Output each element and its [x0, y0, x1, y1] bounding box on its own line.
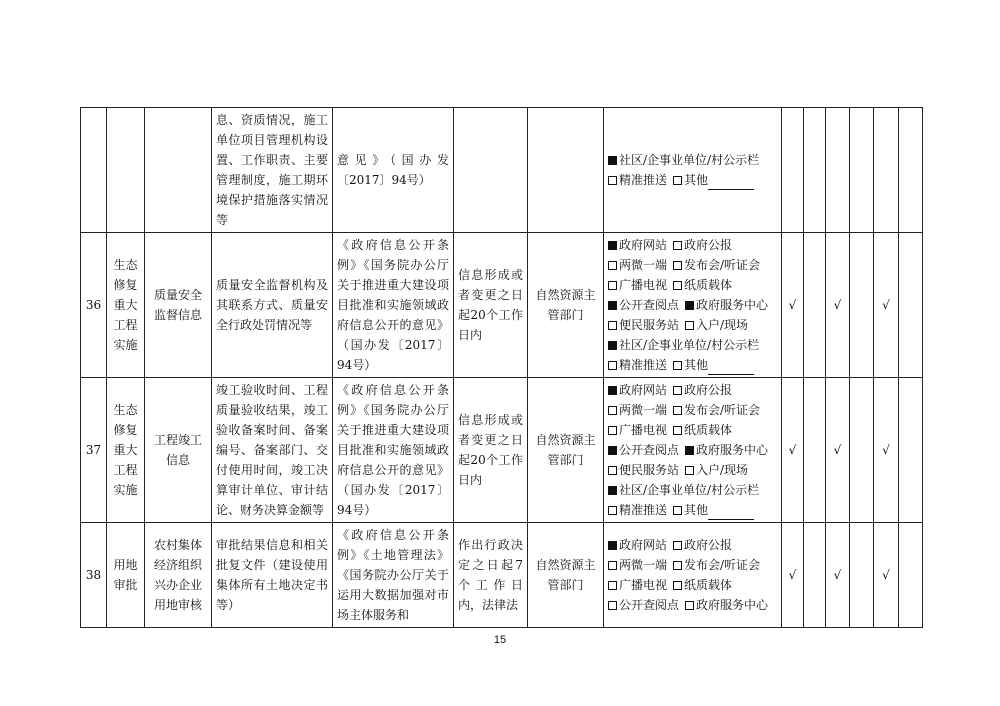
channel-label: 社区/企事业单位/村公示栏	[619, 338, 760, 352]
table-row	[81, 233, 923, 378]
channel-option	[608, 275, 667, 295]
channel-label: 两微一端	[619, 258, 668, 272]
unchecked-box-icon	[685, 321, 694, 330]
channel-label: 精准推送	[619, 503, 668, 517]
checked-box-icon	[608, 386, 617, 395]
channel-label: 两微一端	[619, 403, 668, 417]
channel-label: 其他	[684, 358, 709, 372]
unchecked-box-icon	[608, 601, 617, 610]
check-cell	[850, 378, 874, 523]
channel-line	[608, 295, 777, 315]
unchecked-box-icon	[685, 466, 694, 475]
unchecked-box-icon	[608, 281, 617, 290]
channel-option	[608, 555, 667, 575]
channel-line	[608, 555, 777, 575]
channel-label: 纸质载体	[684, 423, 733, 437]
check-cell: √	[874, 523, 899, 628]
channel-line	[608, 150, 777, 170]
content-cell: 审批结果信息和相关批复文件（建设使用集体所有土地决定书等）	[212, 523, 333, 628]
channel-option	[673, 380, 732, 400]
channel-option	[608, 355, 667, 375]
channel-label: 纸质载体	[684, 278, 733, 292]
unchecked-box-icon	[673, 361, 682, 370]
channel-option	[608, 480, 759, 500]
basis-cell: 《政府信息公开条例》《土地管理法》《国务院办公厅关于运用大数据加强对市场主体服务和	[333, 523, 454, 628]
checked-box-icon	[608, 446, 617, 455]
unchecked-box-icon	[608, 466, 617, 475]
checked-box-icon	[608, 241, 617, 250]
unchecked-box-icon	[608, 176, 617, 185]
check-cell	[899, 233, 923, 378]
unchecked-box-icon	[673, 506, 682, 515]
fill-in-blank	[708, 177, 754, 190]
department-cell: 自然资源主管部门	[528, 233, 604, 378]
channel-label: 社区/企事业单位/村公示栏	[619, 483, 760, 497]
checked-box-icon	[608, 541, 617, 550]
channel-option	[685, 595, 768, 615]
unchecked-box-icon	[608, 261, 617, 270]
table-row	[81, 108, 923, 233]
channel-label: 发布会/听证会	[684, 558, 761, 572]
checked-box-icon	[608, 301, 617, 310]
channel-label: 便民服务站	[619, 318, 680, 332]
unchecked-box-icon	[608, 361, 617, 370]
check-cell	[850, 233, 874, 378]
channel-line	[608, 355, 777, 375]
fill-in-blank	[708, 362, 754, 375]
channel-option	[608, 535, 667, 555]
channel-option	[673, 575, 732, 595]
channel-line	[608, 595, 777, 615]
check-cell	[899, 378, 923, 523]
channel-line	[608, 575, 777, 595]
channels-cell	[604, 233, 782, 378]
item-cell: 工程竣工信息	[145, 378, 212, 523]
unchecked-box-icon	[608, 321, 617, 330]
page-number: 15	[493, 634, 507, 646]
channel-label: 政府服务中心	[696, 443, 769, 457]
channel-label: 政府公报	[684, 383, 733, 397]
channel-option	[685, 315, 748, 335]
unchecked-box-icon	[673, 561, 682, 570]
channel-label: 入户/现场	[696, 463, 749, 477]
disclosure-table	[80, 107, 923, 628]
channel-option	[673, 420, 732, 440]
channel-label: 公开查阅点	[619, 298, 680, 312]
channel-option	[608, 235, 667, 255]
check-cell: √	[782, 378, 804, 523]
channel-label: 精准推送	[619, 358, 668, 372]
content-cell: 质量安全监督机构及其联系方式、质量安全行政处罚情况等	[212, 233, 333, 378]
checked-box-icon	[685, 301, 694, 310]
row-number-cell	[81, 108, 107, 233]
check-cell	[899, 108, 923, 233]
channel-label: 其他	[684, 503, 709, 517]
department-cell: 自然资源主管部门	[528, 378, 604, 523]
row-number-cell: 37	[81, 378, 107, 523]
check-cell	[850, 523, 874, 628]
channel-label: 政府网站	[619, 238, 668, 252]
channel-line	[608, 255, 777, 275]
channel-label: 社区/企事业单位/村公示栏	[619, 153, 760, 167]
unchecked-box-icon	[673, 281, 682, 290]
channel-label: 公开查阅点	[619, 598, 680, 612]
deadline-cell: 信息形成或者变更之日起20个工作日内	[454, 233, 528, 378]
category-cell: 生态修复重大工程实施	[107, 233, 145, 378]
row-number-cell: 38	[81, 523, 107, 628]
channel-option	[608, 460, 679, 480]
category-cell: 用地审批	[107, 523, 145, 628]
unchecked-box-icon	[673, 386, 682, 395]
unchecked-box-icon	[673, 541, 682, 550]
channel-label: 政府网站	[619, 538, 668, 552]
channel-option	[608, 420, 667, 440]
channels-cell	[604, 108, 782, 233]
channel-label: 两微一端	[619, 558, 668, 572]
channel-label: 广播电视	[619, 578, 668, 592]
check-cell: √	[826, 523, 850, 628]
deadline-cell: 信息形成或者变更之日起20个工作日内	[454, 378, 528, 523]
checked-box-icon	[685, 446, 694, 455]
check-cell	[804, 378, 826, 523]
channel-line	[608, 335, 777, 355]
channel-line	[608, 315, 777, 335]
channel-line	[608, 235, 777, 255]
basis-cell: 《政府信息公开条例》《国务院办公厅关于推进重大建设项目批准和实施领域政府信息公开的意见》（国办发〔2017〕94号）	[333, 378, 454, 523]
check-cell	[826, 108, 850, 233]
unchecked-box-icon	[608, 426, 617, 435]
basis-cell: 意见》（国办发〔2017〕94号）	[333, 108, 454, 233]
fill-in-blank	[708, 507, 754, 520]
channel-label: 广播电视	[619, 278, 668, 292]
unchecked-box-icon	[608, 581, 617, 590]
channel-line	[608, 440, 777, 460]
channel-option	[673, 255, 760, 275]
channel-option	[608, 255, 667, 275]
channel-label: 其他	[684, 173, 709, 187]
unchecked-box-icon	[685, 601, 694, 610]
checked-box-icon	[608, 486, 617, 495]
channel-option	[673, 170, 754, 190]
check-cell: √	[826, 233, 850, 378]
channels-cell	[604, 378, 782, 523]
content-cell: 竣工验收时间、工程质量验收结果，竣工验收备案时间、备案编号、备案部门、交付使用时间，竣工决算审计单位、审计结论、财务决算金额等	[212, 378, 333, 523]
content-cell: 息、资质情况，施工单位项目管理机构设置、工作职责、主要管理制度，施工期环境保护措施落实情况等	[212, 108, 333, 233]
category-cell	[107, 108, 145, 233]
channel-line	[608, 480, 777, 500]
channel-line	[608, 380, 777, 400]
channel-line	[608, 420, 777, 440]
channel-label: 政府服务中心	[696, 298, 769, 312]
unchecked-box-icon	[673, 406, 682, 415]
check-cell	[782, 108, 804, 233]
channels-cell	[604, 523, 782, 628]
channel-option	[685, 295, 768, 315]
channel-option	[608, 150, 759, 170]
channel-option	[673, 500, 754, 520]
channel-option	[673, 275, 732, 295]
channel-option	[685, 440, 768, 460]
channel-option	[608, 500, 667, 520]
channel-option	[673, 555, 760, 575]
unchecked-box-icon	[673, 261, 682, 270]
unchecked-box-icon	[608, 561, 617, 570]
channel-option	[608, 170, 667, 190]
channel-line	[608, 460, 777, 480]
check-cell	[804, 108, 826, 233]
check-cell: √	[782, 233, 804, 378]
category-cell: 生态修复重大工程实施	[107, 378, 145, 523]
check-cell: √	[874, 233, 899, 378]
channel-option	[608, 440, 679, 460]
basis-cell: 《政府信息公开条例》《国务院办公厅关于推进重大建设项目批准和实施领域政府信息公开的意见》（国办发〔2017〕94号）	[333, 233, 454, 378]
table-body	[81, 108, 923, 628]
channel-option	[685, 460, 748, 480]
channel-option	[608, 315, 679, 335]
check-cell	[850, 108, 874, 233]
channel-line	[608, 500, 777, 520]
channel-line	[608, 400, 777, 420]
item-cell: 农村集体经济组织兴办企业用地审核	[145, 523, 212, 628]
channel-option	[673, 235, 732, 255]
channel-label: 广播电视	[619, 423, 668, 437]
check-cell: √	[826, 378, 850, 523]
unchecked-box-icon	[673, 241, 682, 250]
checked-box-icon	[608, 341, 617, 350]
channel-label: 入户/现场	[696, 318, 749, 332]
channel-label: 便民服务站	[619, 463, 680, 477]
channel-option	[673, 535, 732, 555]
check-cell	[804, 523, 826, 628]
channel-option	[608, 400, 667, 420]
channel-label: 公开查阅点	[619, 443, 680, 457]
check-cell: √	[782, 523, 804, 628]
channel-label: 政府公报	[684, 538, 733, 552]
channel-option	[673, 400, 760, 420]
unchecked-box-icon	[673, 176, 682, 185]
item-cell: 质量安全监督信息	[145, 233, 212, 378]
channel-label: 政府公报	[684, 238, 733, 252]
unchecked-box-icon	[608, 406, 617, 415]
channel-option	[608, 595, 679, 615]
check-cell	[804, 233, 826, 378]
channel-line	[608, 275, 777, 295]
channel-line	[608, 170, 777, 190]
channel-option	[608, 575, 667, 595]
channel-option	[673, 355, 754, 375]
channel-option	[608, 335, 759, 355]
channel-label: 精准推送	[619, 173, 668, 187]
checked-box-icon	[608, 156, 617, 165]
unchecked-box-icon	[608, 506, 617, 515]
channel-option	[608, 295, 679, 315]
channel-label: 纸质载体	[684, 578, 733, 592]
channel-label: 发布会/听证会	[684, 258, 761, 272]
table-row	[81, 378, 923, 523]
check-cell	[899, 523, 923, 628]
row-number-cell: 36	[81, 233, 107, 378]
channel-label: 发布会/听证会	[684, 403, 761, 417]
unchecked-box-icon	[673, 581, 682, 590]
channel-label: 政府网站	[619, 383, 668, 397]
channel-line	[608, 535, 777, 555]
unchecked-box-icon	[673, 426, 682, 435]
channel-label: 政府服务中心	[696, 598, 769, 612]
item-cell	[145, 108, 212, 233]
channel-option	[608, 380, 667, 400]
department-cell	[528, 108, 604, 233]
deadline-cell: 作出行政决定之日起7个工作日内，法律法	[454, 523, 528, 628]
check-cell	[874, 108, 899, 233]
department-cell: 自然资源主管部门	[528, 523, 604, 628]
check-cell: √	[874, 378, 899, 523]
table-row	[81, 523, 923, 628]
deadline-cell	[454, 108, 528, 233]
